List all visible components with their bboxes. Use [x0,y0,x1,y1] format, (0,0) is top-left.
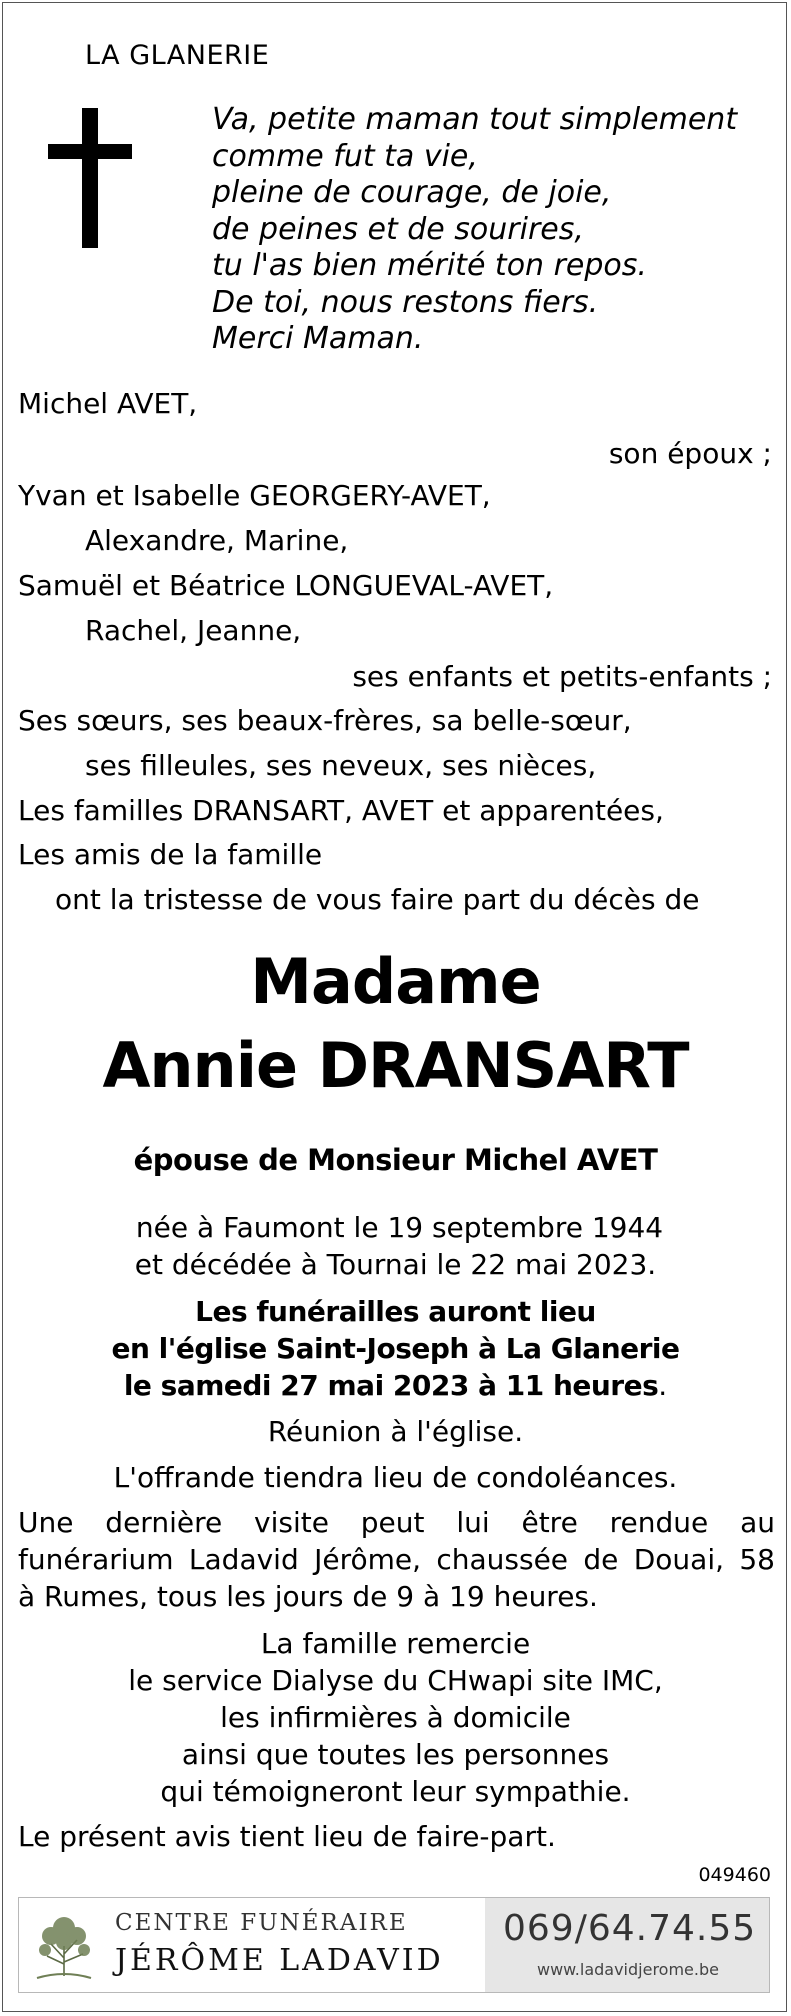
family-grandchildren-2: Rachel, Jeanne, [85,614,302,647]
company-website: www.ladavidjerome.be [537,1960,719,1979]
poem [212,102,737,358]
company-phone: 069/64.74.55 [503,1908,757,1949]
poem-line: comme fut ta vie, [212,138,478,174]
poem-line: de peines et de sourires, [212,211,584,247]
deceased-spouse: épouse de Monsieur Michel AVET [133,1143,658,1177]
funeral-line-1: Les funérailles auront lieu [195,1295,596,1328]
cross-icon [48,108,132,248]
visit-line-1: Une dernière visite peut lui être rendue au [18,1506,775,1539]
company-line-2: JÉRÔME LADAVID [115,1943,444,1978]
announcement-line: ont la tristesse de vous faire part du décès de [55,883,700,916]
family-husband: Michel AVET, [18,387,198,420]
meeting-line: Réunion à l'église. [267,1415,524,1448]
visit-line-2: funérarium Ladavid Jérôme, chaussée de Douai, 58 [18,1543,775,1576]
location-heading: LA GLANERIE [85,40,270,71]
family-child-2: Samuël et Béatrice LONGUEVAL-AVET, [18,569,554,602]
family-child-1: Yvan et Isabelle GEORGERY-AVET, [18,479,491,512]
family-role-husband: son époux ; [608,437,772,470]
poem-line: tu l'as bien mérité ton repos. [212,248,647,283]
family-grandchildren-1: Alexandre, Marine, [85,524,349,557]
funeral-line-3 [0,1367,791,1404]
family-families: Les familles DRANSART, AVET et apparentées, [18,794,664,827]
deceased-name: Annie DRANSART [102,1029,689,1102]
deceased-title: Madame [250,945,541,1018]
family-nieces: ses filleules, ses neveux, ses nièces, [85,749,597,782]
closing-line: Le présent avis tient lieu de faire-part. [18,1820,556,1853]
poem-line: De toi, nous restons fiers. [212,284,599,320]
thanks-line: les infirmières à domicile [220,1701,571,1734]
thanks-line: le service Dialyse du CHwapi site IMC, [128,1664,663,1697]
thanks-line: ainsi que toutes les personnes [181,1738,610,1771]
funeral-line-2: en l'église Saint-Joseph à La Glanerie [111,1332,680,1365]
thanks-line: qui témoigneront leur sympathie. [160,1775,631,1808]
family-friends: Les amis de la famille [18,838,323,871]
poem-line: Merci Maman. [212,321,424,356]
funeral-line-3-end: . [658,1369,668,1402]
family-siblings: Ses sœurs, ses beaux-frères, sa belle-sœur, [18,704,632,737]
reference-number: 049460 [698,1864,771,1886]
offering-line: L'offrande tiendra lieu de condoléances. [113,1461,678,1494]
poem-line: Va, petite maman tout simplement [212,102,738,137]
birth-line: née à Faumont le 19 septembre 1944 [135,1211,664,1244]
funeral-date: le samedi 27 mai 2023 à 11 heures [123,1369,659,1402]
death-line: et décédée à Tournai le 22 mai 2023. [134,1248,657,1281]
tree-logo-icon [29,1906,99,1986]
visit-line-3: à Rumes, tous les jours de 9 à 19 heures. [18,1580,598,1613]
poem-line: pleine de courage, de joie, [212,175,612,210]
family-role-children: ses enfants et petits-enfants ; [352,660,772,693]
company-line-1: CENTRE FUNÉRAIRE [115,1910,408,1936]
thanks-line: La famille remercie [260,1627,531,1660]
funeral-home-banner [18,1897,770,1993]
